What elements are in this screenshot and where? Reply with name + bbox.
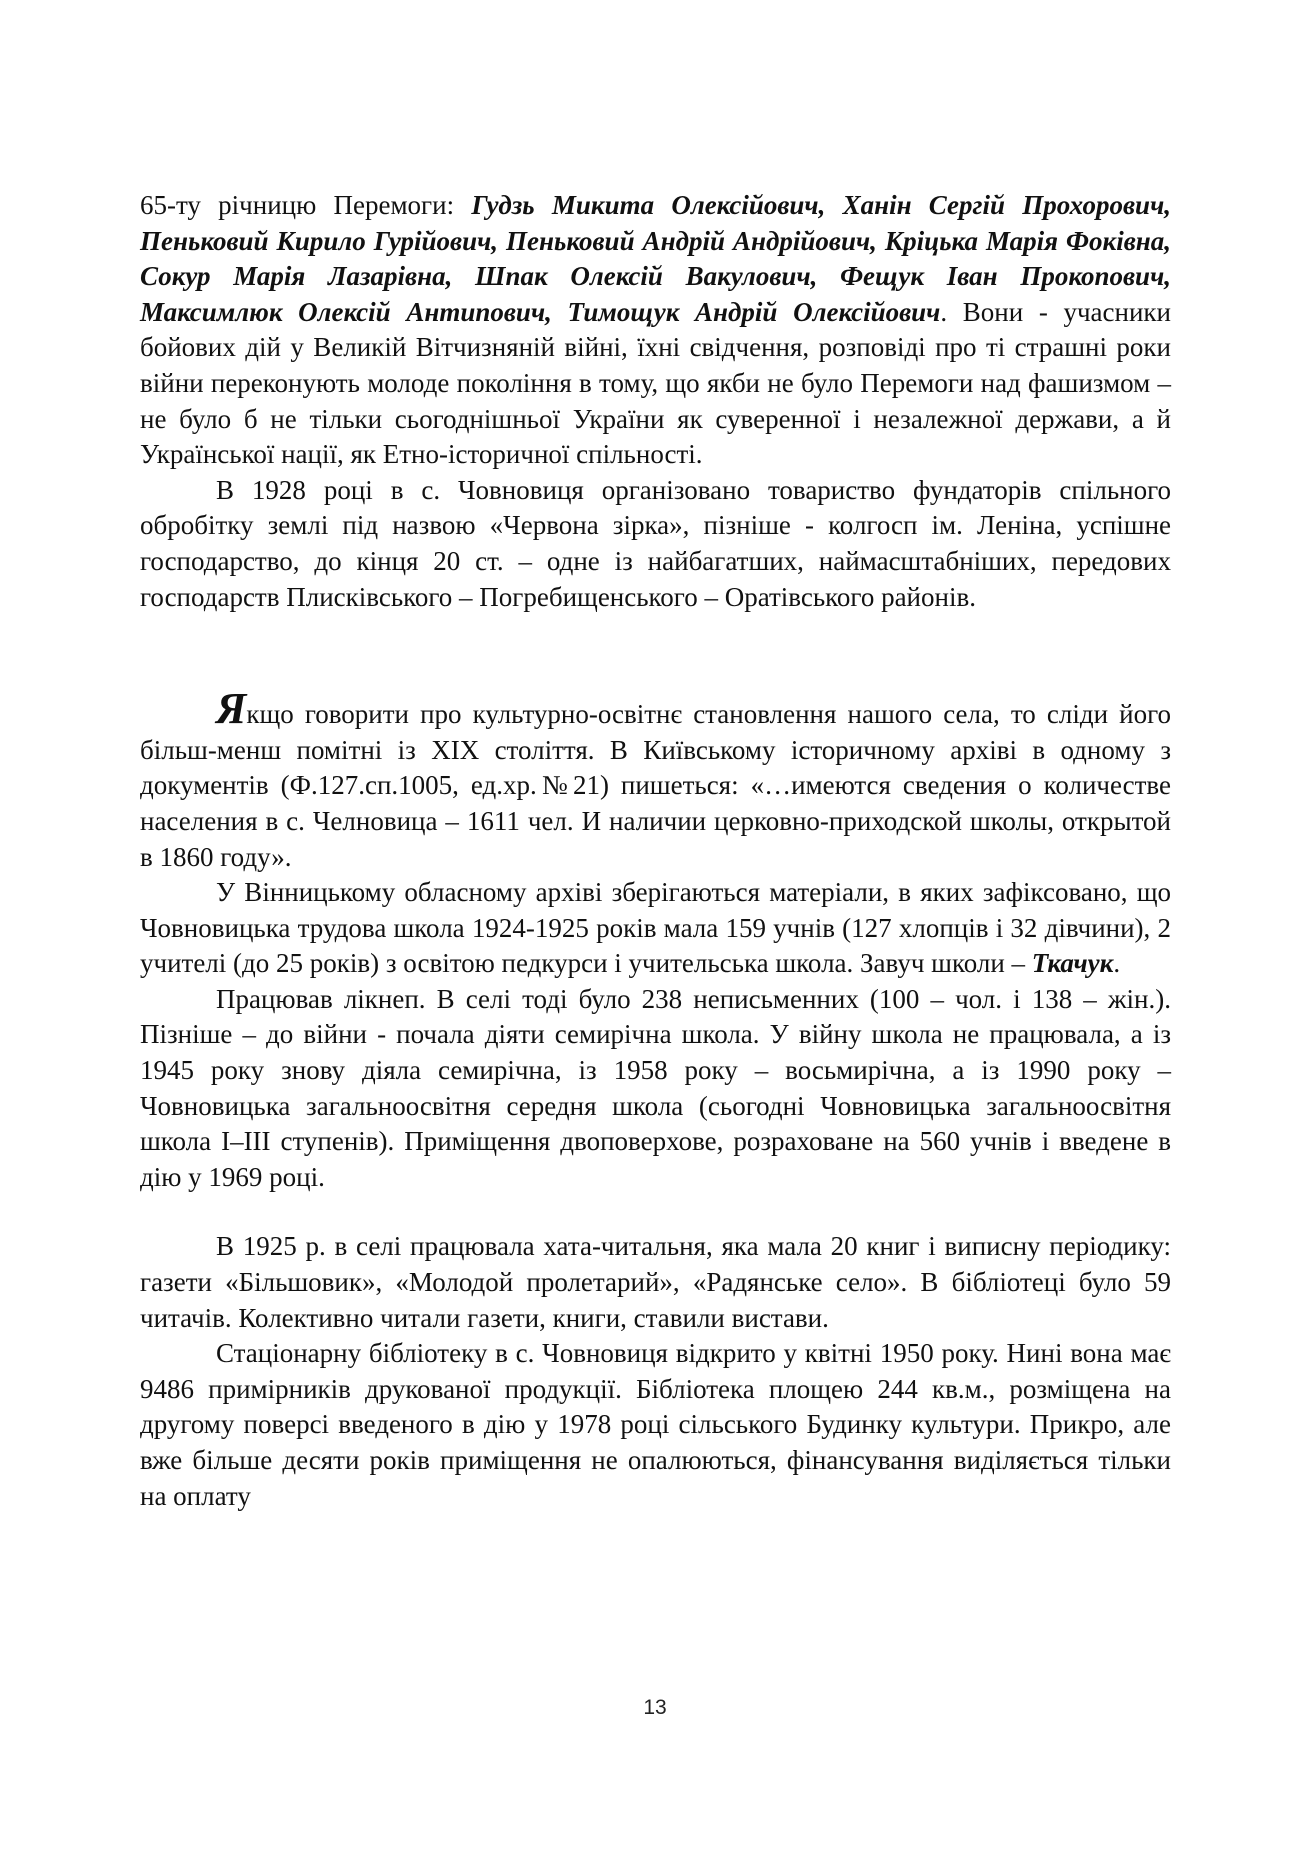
paragraph-education-history bbox=[140, 684, 1171, 875]
paragraph-reading-hut: В 1925 р. в селі працювала хата-читальня, яка мала 20 книг і виписну періодику: газети «Більшовик», «Молодой пролетарий», «Радянське село». В бібліотеці було 59 читачів. Колективно читали газети, книги, ставили вистави. bbox=[140, 1231, 1171, 1333]
paragraph-end: . bbox=[1113, 948, 1121, 979]
paragraph-veterans bbox=[140, 188, 1171, 473]
drop-cap-letter: Я bbox=[216, 684, 247, 734]
paragraph-labour-school bbox=[140, 875, 1171, 982]
veteran-names: Гудзь Микита Олексійович, Ханін Сергій Прохорович, Пеньковий Кирило Гурійович, Пеньковий Андрій Андрійович, Кріцька Марія Фоківна, Сокур Марія Лазарівна, Шпак Олексій Вакулович, Фещук Іван Прокопович, Максимлюк Олексій Антипович, Тимощук Андрій Олексійович bbox=[140, 190, 1171, 327]
paragraph-text: . Вони - учасники бойових дій у Великій Вітчизняній війні, їхні свідчення, розповіді про ті страшні роки війни переконують молоде покоління в тому, що якби не було Перемоги над фашизмом – не було б не тільки сьогоднішньої України як суверенної і незалежної держави, а й Української нації, як Етно-історичної спільності. bbox=[140, 296, 1171, 470]
page-number: 13 bbox=[643, 1696, 667, 1719]
paragraph-lead-text: 65-ту річницю Перемоги: bbox=[140, 190, 472, 220]
paragraph-text: кщо говорити про культурно-освітнє становлення нашого села, то сліди його більш-менш помітні із XIX століття. В Київському історичному архіві в одному з документів (Ф.127.сп.1005, ед.хр.№21) пишеться: «…имеются сведения о количестве населения в с. Челновица – 1611 чел. И наличии церковно-приходской школы, открытой в 1860 году». bbox=[140, 699, 1171, 872]
paragraph-collective-farm: В 1928 році в с. Човновиця організовано товариство фундаторів спільного обробітку землі під назвою «Червона зірка», пізніше - колгосп ім. Леніна, успішне господарство, до кінця 20 ст. – одне із найбагатших, наймасштабніших, передових господарств Плисківського – Погребищенського – Оратівського районів. bbox=[140, 474, 1171, 612]
paragraph-literacy-school: Працював лікнеп. В селі тоді було 238 неписьменних (100 – чол. і 138 – жін.). Пізніше – до війни - почала діяти семирічна школа. У війну школа не працювала, а із 1945 року знову діяла семирічна, із 1958 року – восьмирічна, а із 1990 року – Човновицька загальноосвітня середня школа (сьогодні Човновицька загальноосвітня школа І–ІІІ ступенів). Приміщення двоповерхове, розраховане на 560 учнів і введене в дію у 1969 році. bbox=[140, 983, 1171, 1192]
document-body bbox=[140, 188, 1171, 1514]
paragraph-library: Стаціонарну бібліотеку в с. Човновиця відкрито у квітні 1950 року. Нині вона має 9486 примірників друкованої продукції. Бібліотека площею 244 кв.м., розміщена на другому поверсі введеного в дію у 1978 році сільського Будинку культури. Прикро, але вже більше десяти років приміщення не опалюються, фінансування виділяється тільки на оплату bbox=[140, 1338, 1171, 1511]
head-teacher-name: Ткачук bbox=[1031, 948, 1114, 979]
paragraph-text: У Вінницькому обласному архіві зберігаються матеріали, в яких зафіксовано, що Човновицька трудова школа 1924-1925 років мала 159 учнів (127 хлопців і 32 дівчини), 2 учителі (до 25 років) з освітою педкурси і учительська школа. Завуч школи – bbox=[140, 877, 1171, 979]
